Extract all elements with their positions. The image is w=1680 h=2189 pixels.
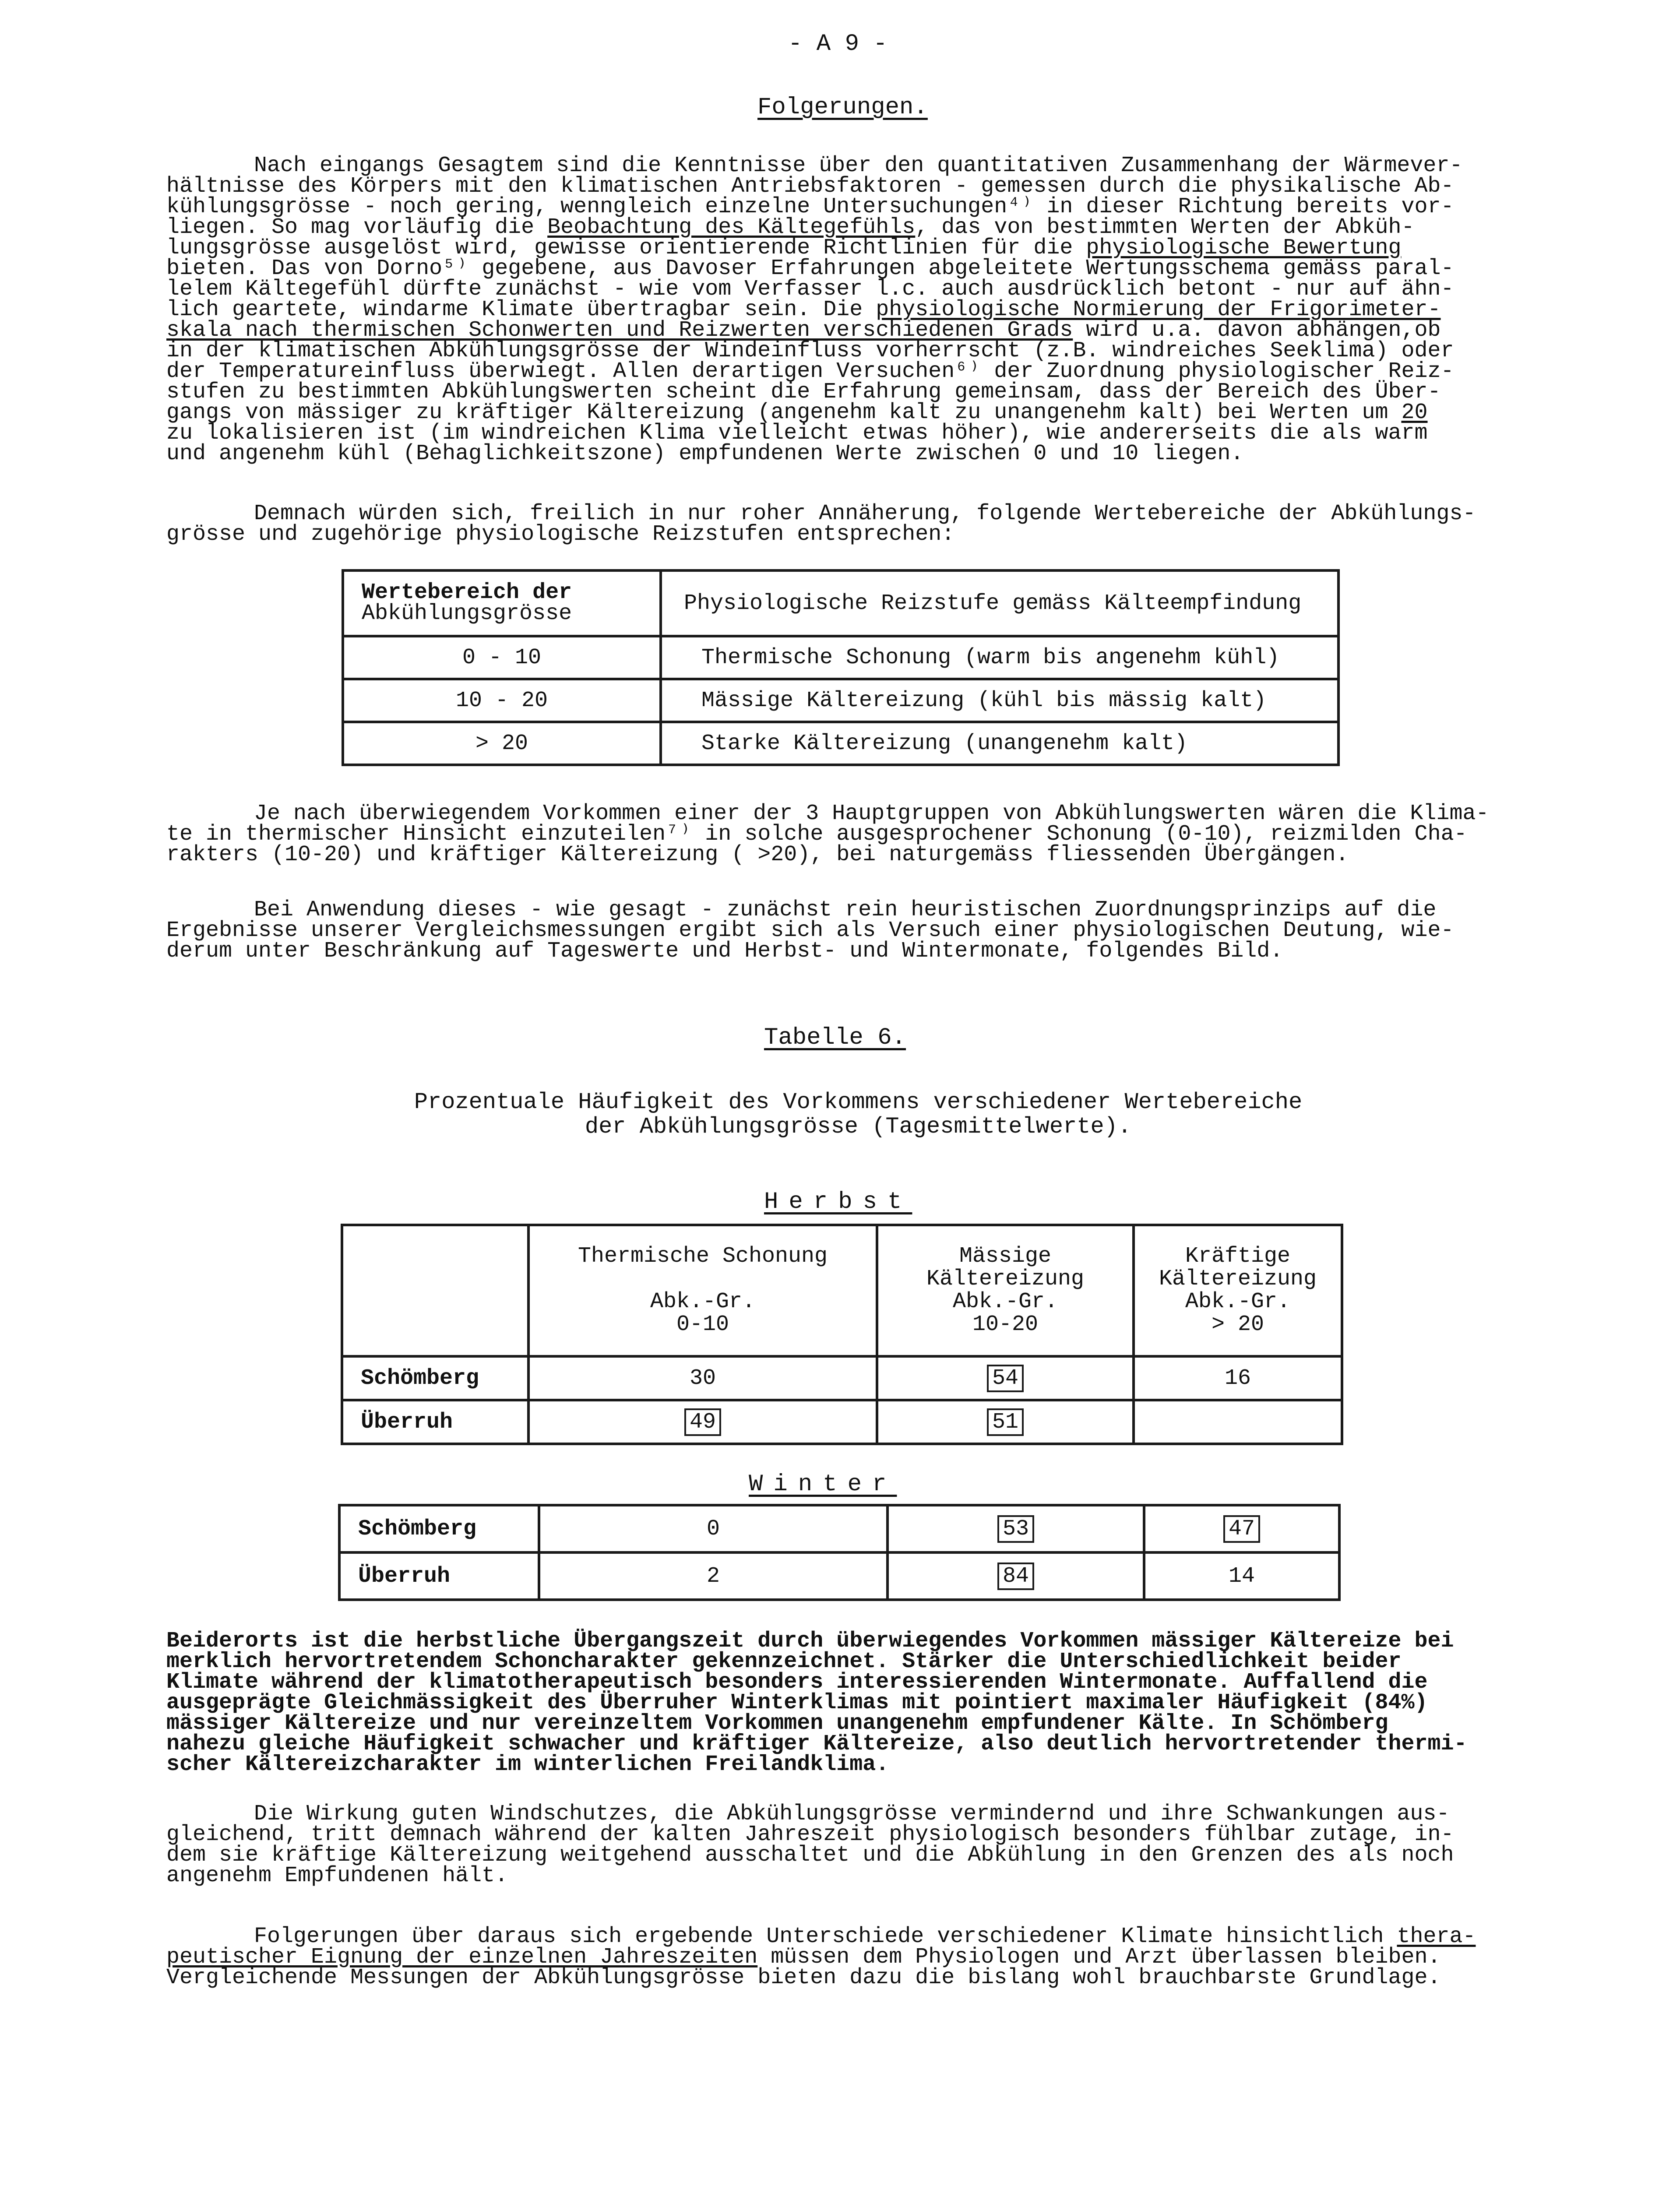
line-text: zu lokalisieren ist (im windreichen Klima vielleicht etwas höher), wie andererseits die als warm [166,421,1428,446]
line-text: mässiger Kältereize und nur vereinzeltem Vorkommen unangenehm empfundener Kälte. In Schömberg [166,1711,1388,1736]
table-row [342,1400,1342,1444]
underlined-text: Beobachtung des Kältegefühls [547,215,916,240]
text-line [166,238,1554,258]
line-text: stufen zu bestimmten Abkühlungswerten scheint die Erfahrung gemeinsam, dass der Bereich des Über- [166,380,1441,405]
line-text: Vergleichende Messungen der Abkühlungsgrösse bieten dazu die bislang wohl brauchbarste Grundlage. [166,1965,1441,1990]
header-maessige: Mässige Kältereizung Abk.-Gr. 10-20 [877,1225,1134,1356]
text-line [166,1731,1554,1756]
winter-table [338,1504,1341,1601]
value-cell: 0 [539,1505,888,1552]
paragraph-2 [166,503,1554,545]
line-text: Folgerungen über daraus sich ergebende Unterschiede verschiedener Klimate hinsichtlich [254,1924,1397,1949]
text-line [166,176,1554,197]
text-line [166,1865,1554,1886]
line-text: müssen dem Physiologen und Arzt überlassen bleiben. [757,1945,1441,1970]
text-line [166,1945,1554,1970]
header-schonung: Thermische Schonung Abk.-Gr. 0-10 [528,1225,877,1356]
highlight-box: 51 [987,1408,1024,1436]
paragraph-1 [166,155,1554,464]
text-line [166,1802,1554,1827]
text-line [166,380,1554,405]
highlight-box: 54 [987,1365,1024,1392]
place-label: Überruh [342,1400,528,1444]
value-cell: 30 [528,1356,877,1400]
text-line [166,824,1554,845]
text-line [166,1926,1554,1947]
table-row [339,1505,1339,1552]
range-cell: > 20 [343,722,661,765]
line-text: merklich hervortretendem Schoncharakter gekennzeichnet. Stärker die Unterschiedlichkeit beider [166,1649,1402,1674]
text-line [166,1824,1554,1845]
paragraph-3 [166,803,1554,865]
page-number: - A 9 - [788,31,888,57]
value-cell [888,1505,1144,1552]
paragraph-7 [166,1926,1554,1988]
text-line [166,1651,1554,1672]
line-text: te in thermischer Hinsicht einzuteilen⁷⁾ in solche ausgesprochener Schonung (0-10), reizmilden Cha- [166,822,1467,847]
value-cell [877,1356,1134,1400]
herbst-table [341,1224,1343,1445]
value-cell [1144,1505,1339,1552]
table-row [343,679,1338,722]
text-line [166,299,1554,320]
stage-cell: Starke Kältereizung (unangenehm kalt) [661,722,1338,765]
line-text: hältnisse des Körpers mit den klimatischen Antriebsfaktoren - gemessen durch die physikalische Ab- [166,174,1454,199]
text-line [166,524,1554,545]
text-line [166,1672,1554,1693]
text-line [166,1629,1554,1654]
header-reizstufe: Physiologische Reizstufe gemäss Kälteempfindung [661,570,1338,636]
line-text: angenehm Empfundenen hält. [166,1863,508,1888]
text-line [166,402,1554,423]
value-cell [877,1400,1134,1444]
line-text: bieten. Das von Dorno⁵⁾ gegebene, aus Davoser Erfahrungen abgeleitete Wertungsschema gemäss paral- [166,256,1454,281]
table-6-title: Tabelle 6. [764,1024,906,1051]
text-line [166,939,1554,964]
line-text: Ergebnisse unserer Vergleichsmessungen ergibt sich als Versuch einer physiologischen Deutung, wie- [166,918,1454,943]
table-row [339,1552,1339,1600]
line-text: Bei Anwendung dieses - wie gesagt - zunächst rein heuristischen Zuordnungsprinzips auf die [254,897,1437,922]
header-kraeftige: Kräftige Kältereizung Abk.-Gr. > 20 [1134,1225,1342,1356]
line-text: Klimate während der klimatotherapeutisch besonders interessierenden Wintermonate. Auffallend die [166,1670,1428,1695]
line-text: , das von bestimmten Werten der Abküh- [915,215,1415,240]
line-text: lungsgrösse ausgelöst wird, gewisse orientierende Richtlinien für die [166,236,1086,260]
line-text: und angenehm kühl (Behaglichkeitszone) empfundenen Werte zwischen 0 und 10 liegen. [166,441,1244,466]
value-cell: 14 [1144,1552,1339,1600]
range-cell: 0 - 10 [343,636,661,679]
underlined-text: skala nach thermischen Schonwerten und Reizwerten verschiedenen Grads [166,318,1073,343]
text-line [166,897,1554,922]
table-header-row [342,1225,1342,1356]
section-title: Folgerungen. [757,94,928,121]
stage-cell: Mässige Kältereizung (kühl bis mässig kalt) [661,679,1338,722]
text-line [166,1754,1554,1775]
table-row [342,1356,1342,1400]
header-wertebereich: Wertebereich der Abkühlungsgrösse [343,570,661,636]
underlined-text: thera- [1397,1924,1476,1949]
text-line [166,421,1554,446]
underlined-text: peutischer Eignung der einzelnen Jahreszeiten [166,1945,758,1970]
line-text: liegen. So mag vorläufig die [166,215,548,240]
text-line [166,842,1554,867]
value-cell: 16 [1134,1356,1342,1400]
line-text: scher Kältereizcharakter im winterlichen Freilandklima. [166,1752,889,1777]
line-text: gangs von mässiger zu kräftiger Kältereizung (angenehm kalt zu unangenehm kalt) bei Werten um [166,400,1402,425]
text-line [166,1713,1554,1734]
text-line [166,194,1554,219]
text-line [166,361,1554,382]
paragraph-4 [166,897,1554,964]
line-text: wird u.a. davon abhängen,ob [1073,318,1441,343]
table-row [343,636,1338,679]
text-line [166,320,1554,341]
text-line [166,217,1554,238]
stage-cell: Thermische Schonung (warm bis angenehm kühl) [661,636,1338,679]
highlight-box: 53 [997,1515,1034,1543]
text-line [166,277,1554,302]
winter-label: Winter [749,1471,897,1498]
value-cell [528,1400,877,1444]
line-text: grösse und zugehörige physiologische Reizstufen entsprechen: [166,522,955,547]
paragraph-6 [166,1804,1554,1886]
underlined-text: 20 [1401,400,1428,425]
place-label: Schömberg [339,1505,539,1552]
table-6-caption: Prozentuale Häufigkeit des Vorkommens verschiedener Wertebereiche der Abkühlungsgrösse (Tagesmittelwerte). [414,1089,1303,1140]
text-line [166,443,1554,464]
place-label: Überruh [339,1552,539,1600]
line-text: lelem Kältegefühl dürfte zunächst - wie vom Verfasser l.c. auch ausdrücklich betont - nur auf ähn- [166,277,1454,302]
herbst-label: Herbst [764,1189,912,1215]
line-text: gleichend, tritt demnach während der kalten Jahreszeit physiologisch besonders fühlbar zutage, in- [166,1822,1454,1847]
highlight-box: 49 [684,1408,721,1436]
text-line [166,503,1554,524]
line-text: nahezu gleiche Häufigkeit schwacher und kräftiger Kältereize, also deutlich hervortretender thermi- [166,1731,1467,1756]
line-text: in der klimatischen Abkühlungsgrösse der Windeinfluss vorherrscht (z.B. windreiches Seeklima) oder [166,338,1454,363]
value-cell [1134,1400,1342,1444]
line-text: Beiderorts ist die herbstliche Übergangszeit durch überwiegendes Vorkommen mässiger Kältereize bei [166,1629,1454,1654]
empty-header-cell [342,1225,528,1356]
value-cell [888,1552,1144,1600]
line-text: Je nach überwiegendem Vorkommen einer der 3 Hauptgruppen von Abkühlungswerten wären die Klima- [254,801,1489,826]
table-row [343,722,1338,765]
text-line [166,803,1554,824]
line-text: derum unter Beschränkung auf Tageswerte und Herbst- und Wintermonate, folgendes Bild. [166,939,1283,964]
place-label: Schömberg [342,1356,528,1400]
line-text: dem sie kräftige Kältereizung weitgehend ausschaltet und die Abkühlung in den Grenzen des als noch [166,1843,1454,1868]
line-text: Die Wirkung guten Windschutzes, die Abkühlungsgrösse vermindernd und ihre Schwankungen aus- [254,1802,1450,1827]
table-header-row [343,570,1338,636]
line-text: Nach eingangs Gesagtem sind die Kenntnisse über den quantitativen Zusammenhang der Wärmever- [254,153,1463,178]
line-text: lich geartete, windarme Klimate übertragbar sein. Die [166,297,876,322]
line-text: Demnach würden sich, freilich in nur roher Annäherung, folgende Wertebereiche der Abkühlungs- [254,501,1476,526]
reizstufen-table [342,569,1340,766]
line-text: ausgeprägte Gleichmässigkeit des Überruher Winterklimas mit pointiert maximaler Häufigkeit (84%) [166,1690,1428,1715]
highlight-box: 84 [997,1563,1034,1590]
value-cell: 2 [539,1552,888,1600]
underlined-text: physiologische Bewertung [1086,236,1402,260]
line-text: rakters (10-20) und kräftiger Kältereizung ( >20), bei naturgemäss fliessenden Übergängen. [166,842,1349,867]
text-line [166,155,1554,176]
paragraph-5 [166,1631,1554,1775]
text-line [166,920,1554,941]
line-text: der Temperatureinfluss überwiegt. Allen derartigen Versuchen⁶⁾ der Zuordnung physiologischer Reiz- [166,359,1454,384]
text-line [166,258,1554,279]
text-line [166,338,1554,363]
underlined-text: physiologische Normierung der Frigorimeter- [876,297,1441,322]
text-line [166,1967,1554,1988]
line-text: kühlungsgrösse - noch gering, wenngleich einzelne Untersuchungen⁴⁾ in dieser Richtung bereits vor- [166,194,1454,219]
text-line [166,1690,1554,1715]
text-line [166,1843,1554,1868]
range-cell: 10 - 20 [343,679,661,722]
highlight-box: 47 [1223,1515,1260,1543]
